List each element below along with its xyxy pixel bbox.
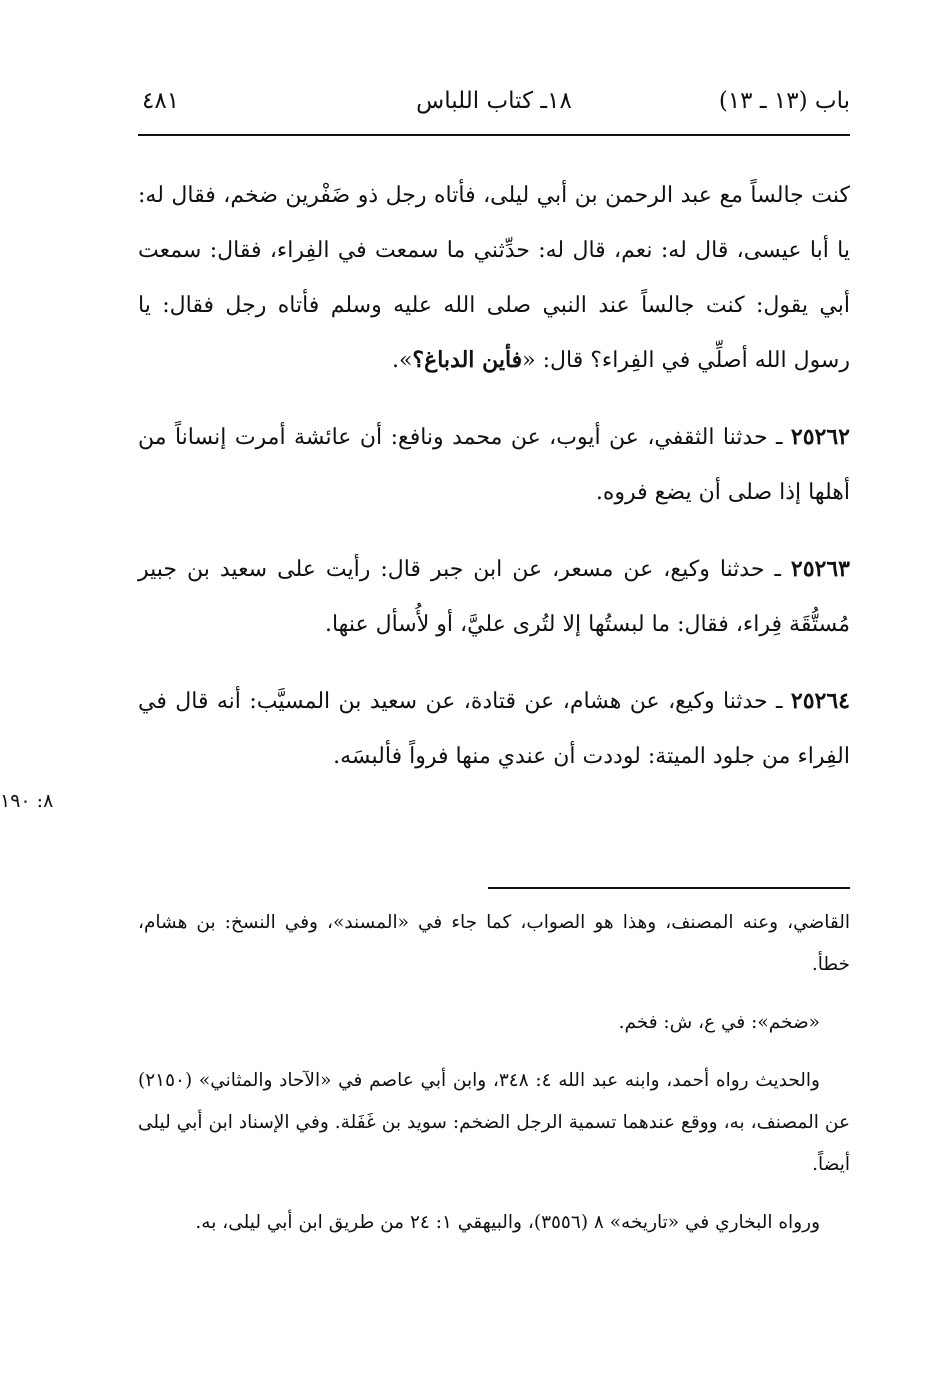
chapter-range: باب (١٣ ـ ١٣)	[718, 88, 850, 114]
hadith-text: ـ حدثنا الثقفي، عن أيوب، عن محمد ونافع: أن عائشة أمرت إنساناً من أهلها إذا صلى أن يضع فروه.	[138, 425, 850, 505]
footnotes	[138, 902, 850, 1260]
hadith-number: ٢٥٢٦٣	[790, 556, 850, 582]
continuation-text: كنت جالساً مع عبد الرحمن بن أبي ليلى، فأتاه رجل ذو ضَفْرين ضخم، فقال له: يا أبا عيسى، قال له: نعم، قال له: حدِّثني ما سمعت في الفِراء، فقال: سمعت أبي يقول: كنت جالساً عند النبي صلى الله عليه وسلم فأتاه رجل فقال: يا رسول الله أصلِّي في الفِراء؟ قال: «	[138, 183, 850, 373]
footnote-rule	[488, 887, 850, 889]
header-rule	[138, 134, 850, 136]
hadith-paragraph	[138, 674, 850, 784]
page-header	[138, 88, 850, 128]
page-number: ٤٨١	[142, 88, 180, 114]
hadith-text: ـ حدثنا وكيع، عن مسعر، عن ابن جبر قال: رأيت على سعيد بن جبير مُستُّقَة فِراء، فقال: ما لبستُها إلا لتُرى عليَّ، أو لأُسأل عنها.	[138, 557, 850, 637]
footnote: ورواه البخاري في «تاريخه» ٨ (٣٥٥٦)، والبيهقي ١: ٢٤ من طريق ابن أبي ليلى، به.	[195, 1212, 820, 1233]
margin-reference: ٨: ١٩٠	[0, 790, 54, 812]
hadith-text: ـ حدثنا وكيع، عن هشام، عن قتادة، عن سعيد بن المسيَّب: أنه قال في الفِراء من جلود الميتة: لوددت أن عندي منها فرواً فألبسَه.	[138, 689, 850, 769]
hadith-number: ٢٥٢٦٢	[790, 424, 850, 450]
book-title: ١٨ـ كتاب اللباس	[416, 88, 572, 114]
continuation-end: ».	[391, 348, 413, 373]
continuation-paragraph	[138, 168, 850, 388]
hadith-paragraph	[138, 410, 850, 520]
footnote: «ضخم»: في ع، ش: فخم.	[618, 1012, 820, 1033]
continuation-bold-text: فأين الدباغ؟	[412, 347, 523, 373]
footnote: والحديث رواه أحمد، وابنه عبد الله ٤: ٣٤٨، وابن أبي عاصم في «الآحاد والمثاني» (٢١٥٠) عن المصنف، به، ووقع عندهما تسمية الرجل الضخم: سويد بن غَفَلة. وفي الإسناد ابن أبي ليلى أيضاً.	[138, 1070, 850, 1175]
footnote: القاضي، وعنه المصنف، وهذا هو الصواب، كما جاء في «المسند»، وفي النسخ: بن هشام، خطأ.	[138, 912, 850, 975]
hadith-number: ٢٥٢٦٤	[790, 688, 850, 714]
main-text	[138, 168, 850, 806]
hadith-paragraph	[138, 542, 850, 652]
